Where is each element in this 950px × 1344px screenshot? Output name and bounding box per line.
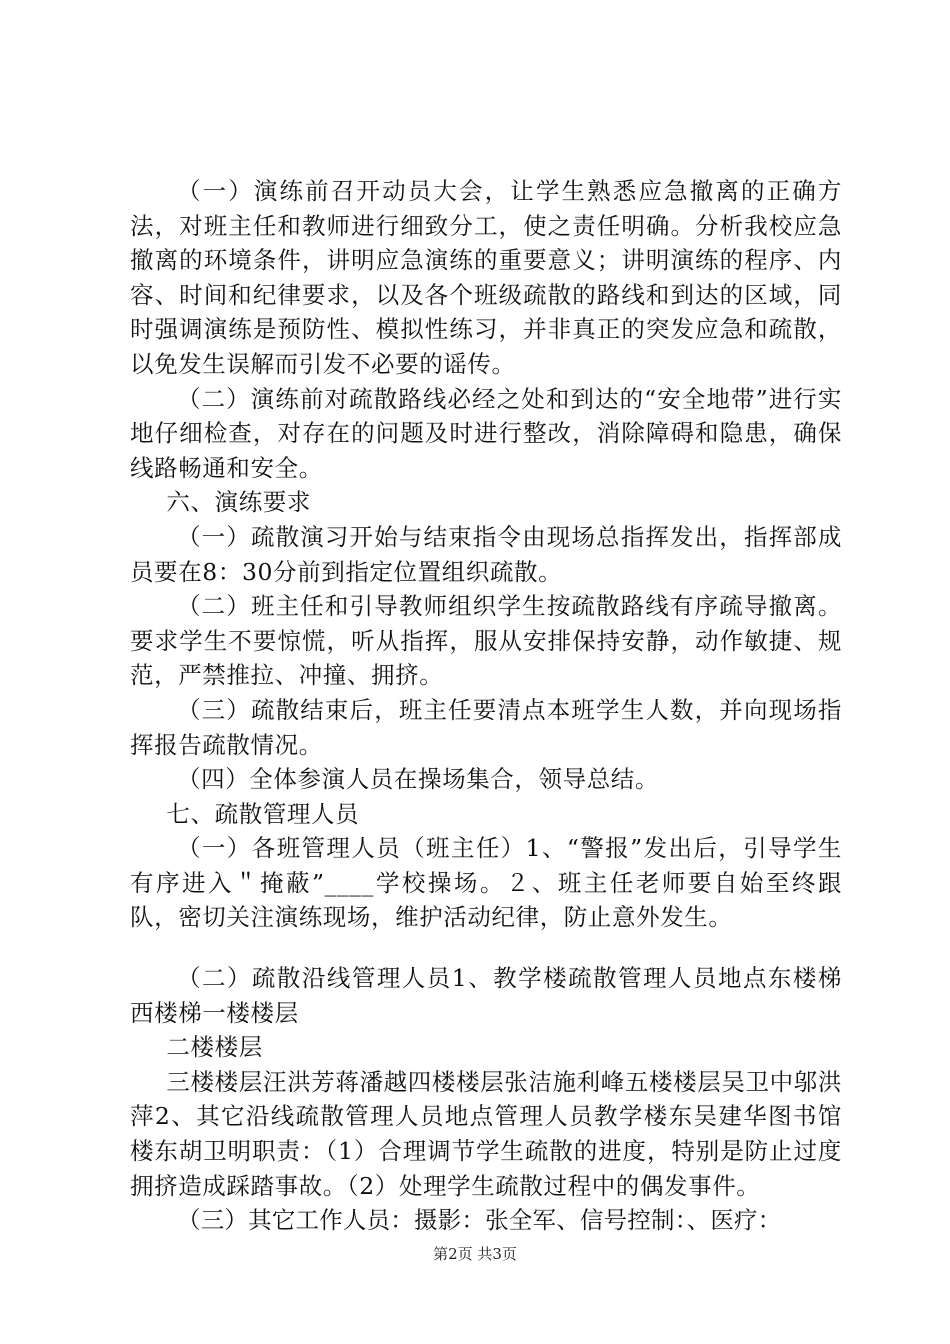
paragraph-other-staff: （三）其它工作人员：摄影：张全军、信号控制：、医疗： [177, 1206, 782, 1235]
paragraph-start-end-command: （一）疏散演习开始与结束指令由现场总指挥发出，指挥部成员要在8：30分前到指定位置组织疏散。 [130, 522, 842, 586]
section-heading-evacuation-staff: 七、疏散管理人员 [166, 799, 360, 828]
section-heading-drill-requirements: 六、演练要求 [166, 488, 312, 517]
paragraph-headcount-report: （三）疏散结束后，班主任要清点本班学生人数，并向现场指挥报告疏散情况。 [130, 695, 842, 759]
paragraph-orderly-evacuation: （二）班主任和引导教师组织学生按疏散路线有序疏导撤离。要求学生不要惊慌，听从指挥，服从安排保持安静，动作敏捷、规范，严禁推拉、冲撞、拥挤。 [130, 592, 842, 690]
paragraph-route-inspection: （二）演练前对疏散路线必经之处和到达的“安全地带”进行实地仔细检查，对存在的问题及时进行整改，消除障碍和隐患，确保线路畅通和安全。 [130, 384, 842, 482]
paragraph-floor-assignments: 三楼楼层汪洪芳蒋潘越四楼楼层张洁施利峰五楼楼层吴卫中邬洪萍2、其它沿线疏散管理人员地点管理人员教学楼东吴建华图书馆楼东胡卫明职责：（1）合理调节学生疏散的进度，特别是防止过度拥挤造成踩踏事故。（2）处理学生疏散过程中的偶发事件。 [130, 1067, 842, 1200]
paragraph-assembly-summary: （四）全体参演人员在操场集合，领导总结。 [177, 765, 659, 794]
paragraph-second-floor: 二楼楼层 [166, 1033, 263, 1062]
page-footer: 第2页 共3页 [433, 1245, 517, 1263]
paragraph-route-managers: （二）疏散沿线管理人员1、教学楼疏散管理人员地点东楼梯西楼梯一楼楼层 [130, 964, 842, 1027]
document-body [130, 174, 842, 1238]
paragraph-drill-mobilization: （一）演练前召开动员大会，让学生熟悉应急撤离的正确方法，对班主任和教师进行细致分工，使之责任明确。分析我校应急撤离的环境条件，讲明应急演练的重要意义；讲明演练的程序、内容、时间和纪律要求，以及各个班级疏散的路线和到达的区域，同时强调演练是预防性、模拟性练习，并非真正的突发应急和疏散，以免发生误解而引发不必要的谣传。 [130, 177, 842, 378]
paragraph-class-managers: （一）各班管理人员（班主任）1、“警报”发出后，引导学生有序进入＂掩蔽”____学校操场。２、班主任老师要自始至终跟队，密切关注演练现场，维护活动纪律，防止意外发生。 [130, 834, 842, 932]
